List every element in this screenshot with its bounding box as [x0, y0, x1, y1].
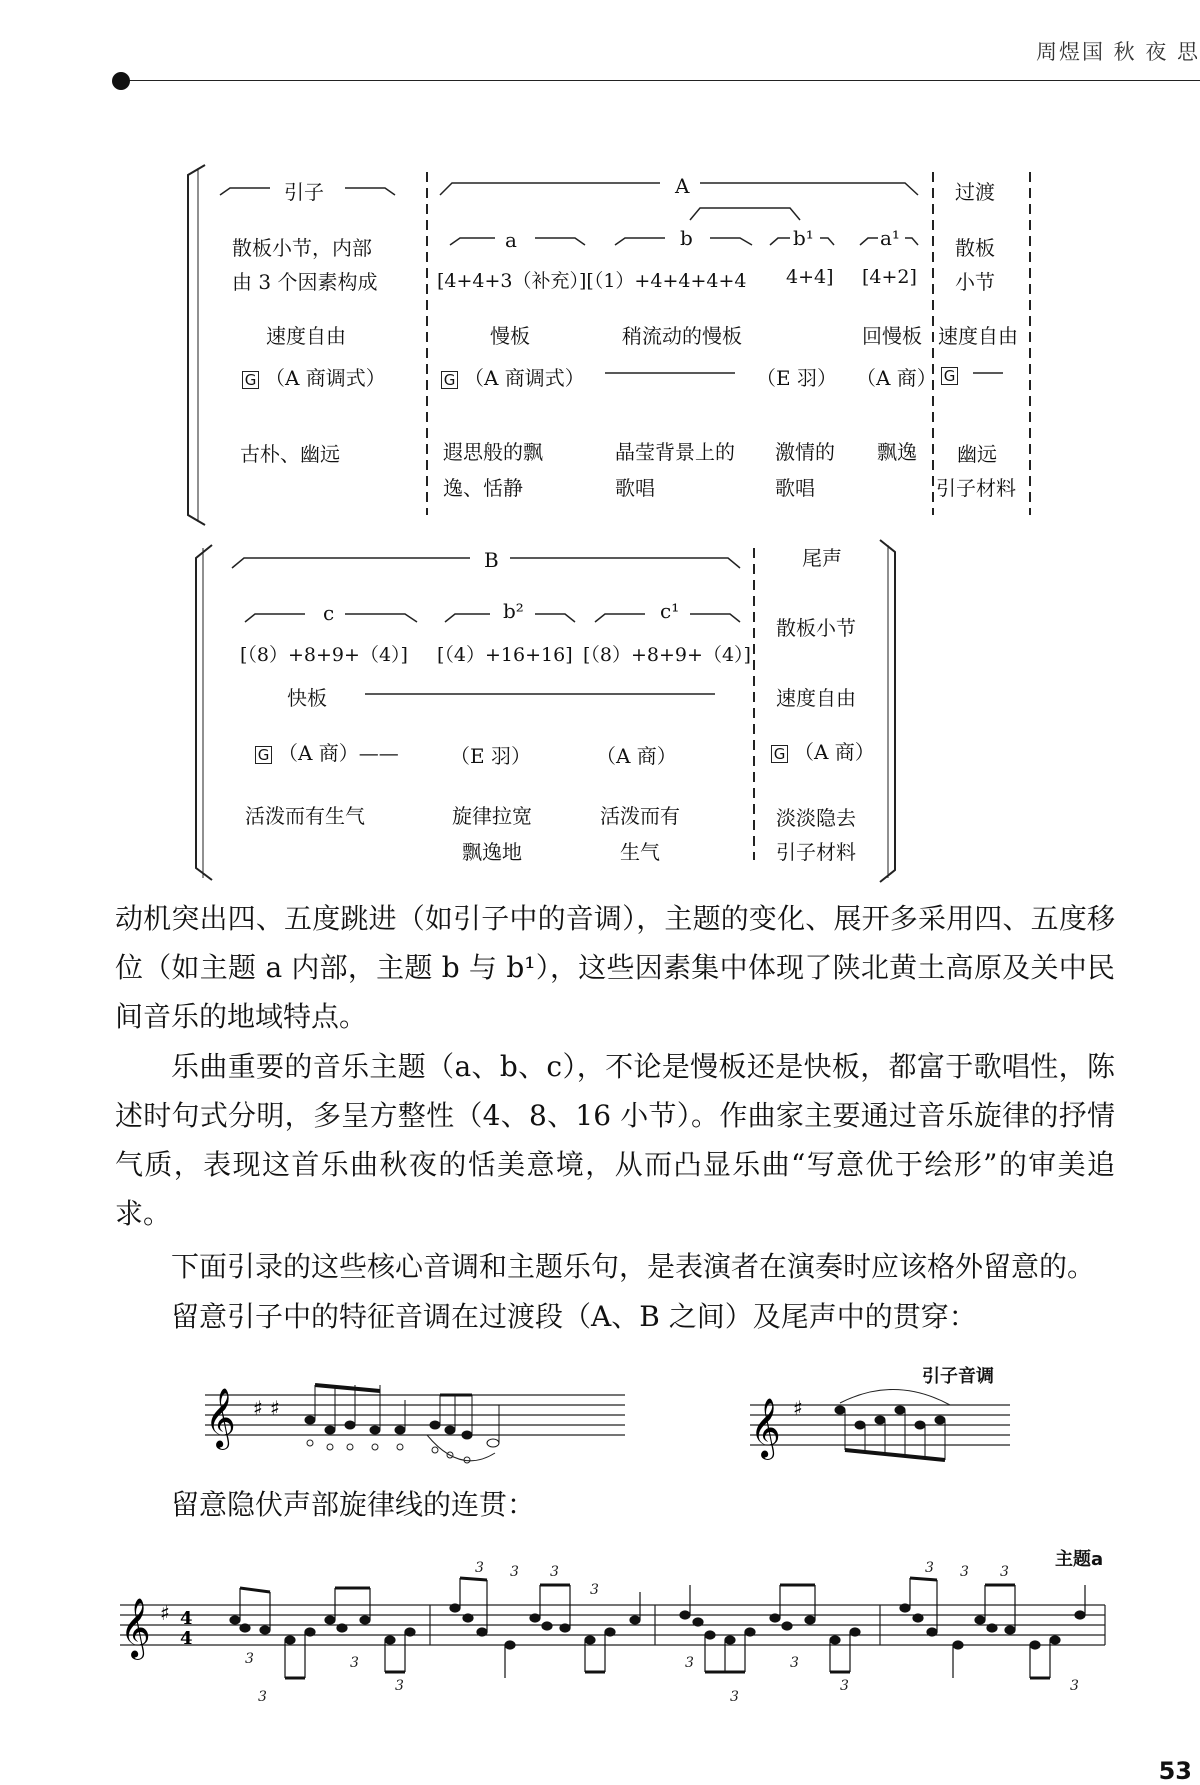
key-g-box: G — [441, 371, 458, 389]
intro-desc-1: 散板小节，内部 — [232, 236, 372, 260]
coda-mood-1: 淡淡隐去 — [776, 806, 856, 830]
svg-text:♯: ♯ — [160, 1601, 170, 1625]
triplet-mark: 3 — [590, 1582, 599, 1598]
svg-text:♯: ♯ — [253, 1396, 263, 1420]
intro-tempo: 速度自由 — [266, 324, 346, 348]
triplet-mark: 3 — [685, 1655, 694, 1671]
triplet-mark: 3 — [395, 1678, 404, 1694]
trans-tempo: 速度自由 — [938, 324, 1018, 348]
label-theme-a: 主题a — [1055, 1549, 1104, 1570]
triplet-mark: 3 — [960, 1564, 969, 1580]
triplet-mark: 3 — [790, 1655, 799, 1671]
mood-1a: 遐思般的飘 — [443, 440, 543, 464]
b-mood-2a: 旋律拉宽 — [452, 804, 532, 828]
triplet-mark: 3 — [475, 1560, 484, 1576]
label-intro-motif: 引子音调 — [922, 1366, 994, 1387]
mood-2a: 晶莹背景上的 — [615, 440, 735, 464]
coda-label: 尾声 — [802, 546, 842, 570]
running-header: 周煜国 秋 夜 思 — [1035, 40, 1200, 64]
coda-mood-2: 引子材料 — [776, 840, 856, 864]
mood-3b: 歌唱 — [775, 476, 815, 500]
paragraph-1: 动机突出四、五度跳进（如引子中的音调），主题的变化、展开多采用四、五度移位（如主题 a 内部，主题 b 与 b¹），这些因素集中体现了陕北黄土高原及关中民间音乐的地域特点。 — [115, 902, 1115, 1033]
triplet-mark: 3 — [350, 1655, 359, 1671]
theme-a1-label: a¹ — [880, 226, 900, 250]
triplet-mark: 3 — [245, 1651, 254, 1667]
coda-key: G （A 商） — [771, 736, 875, 765]
mood-4: 飘逸 — [877, 440, 917, 464]
svg-text:♯: ♯ — [793, 1396, 803, 1420]
score-example-2 — [110, 1560, 1110, 1720]
tempo-fast: 快板 — [287, 686, 327, 710]
tempo-slow: 慢板 — [490, 324, 530, 348]
trans-mood-1: 幽远 — [957, 442, 997, 466]
svg-text:𝄞: 𝄞 — [750, 1398, 781, 1458]
paragraph-4: 留意引子中的特征音调在过渡段（A、B 之间）及尾声中的贯穿： — [171, 1300, 977, 1333]
intro-label: 引子 — [284, 180, 324, 204]
page-number: 53 — [1158, 1757, 1192, 1785]
b1-bars: 4+4] — [786, 266, 834, 288]
theme-b-label: b — [680, 226, 693, 250]
svg-text:♯: ♯ — [270, 1396, 280, 1420]
triplet-mark: 3 — [925, 1560, 934, 1576]
trans-label: 过渡 — [955, 180, 995, 204]
svg-text:𝄞: 𝄞 — [120, 1598, 151, 1658]
paragraph-5: 留意隐伏声部旋律线的连贯： — [171, 1488, 536, 1521]
tempo-flowing: 稍流动的慢板 — [622, 324, 742, 348]
b-key-A2: （A 商） — [596, 744, 677, 768]
a-bars: [4+4+3（补充）][（1）+4+4+4+4 — [437, 270, 747, 292]
key-E: （E 羽） — [756, 366, 837, 390]
theme-c-label: c — [323, 601, 335, 625]
trans-desc-2: 小节 — [955, 270, 995, 294]
triplet-mark: 3 — [510, 1564, 519, 1580]
b-mood-3a: 活泼而有 — [600, 804, 680, 828]
svg-text:𝄞: 𝄞 — [205, 1388, 236, 1448]
intro-desc-2: 由 3 个因素构成 — [232, 270, 378, 294]
mood-3a: 激情的 — [775, 440, 835, 464]
theme-a-label: a — [505, 228, 517, 252]
tempo-back: 回慢板 — [862, 324, 922, 348]
mood-1b: 逸、恬静 — [443, 476, 523, 500]
mood-2b: 歌唱 — [615, 476, 655, 500]
a1-bars: [4+2] — [862, 266, 917, 288]
section-B-label: B — [484, 548, 499, 572]
b-key-E: （E 羽） — [450, 744, 531, 768]
paragraph-2: 乐曲重要的音乐主题（a、b、c），不论是慢板还是快板，都富于歌唱性，陈述时句式分明，多呈方整性（4、8、16 小节）。作曲家主要通过音乐旋律的抒情气质，表现这首乐曲秋夜的恬美意境，从而凸显乐曲“写意优于绘形”的审美追求。 — [115, 1050, 1115, 1230]
score-example-1 — [195, 1375, 1195, 1475]
svg-text:4: 4 — [180, 1628, 193, 1649]
key-A: G （A 商调式） — [441, 362, 585, 391]
trans-desc-1: 散板 — [955, 236, 995, 260]
c1-bars: [（8）+8+9+（4）] — [583, 644, 751, 666]
c-bars: [（8）+8+9+（4）] — [240, 644, 408, 666]
trans-key — [941, 362, 964, 386]
triplet-mark: 3 — [258, 1689, 267, 1705]
key-g-box: G — [771, 745, 788, 763]
theme-c1-label: c¹ — [660, 599, 680, 623]
b-mood-3b: 生气 — [620, 840, 660, 864]
b-mood-2b: 飘逸地 — [462, 840, 522, 864]
key-g-box: G — [941, 367, 958, 385]
intro-key: G （A 商调式） — [242, 362, 386, 391]
b2-bars: [（4）+16+16] — [437, 644, 573, 666]
triplet-mark: 3 — [550, 1564, 559, 1580]
paragraph-3: 下面引录的这些核心音调和主题乐句，是表演者在演奏时应该格外留意的。 — [171, 1250, 1096, 1283]
b-key-A: G （A 商）—— — [255, 737, 399, 766]
key-A2: （A 商） — [856, 366, 937, 390]
b-mood-1: 活泼而有生气 — [245, 804, 365, 828]
coda-desc: 散板小节 — [776, 616, 856, 640]
section-A-label: A — [675, 174, 690, 198]
svg-text:4: 4 — [180, 1608, 193, 1629]
theme-b2-label: b² — [503, 599, 524, 623]
coda-tempo: 速度自由 — [776, 686, 856, 710]
triplet-mark: 3 — [840, 1678, 849, 1694]
triplet-mark: 3 — [1000, 1564, 1009, 1580]
intro-mood: 古朴、幽远 — [240, 442, 340, 466]
triplet-mark: 3 — [730, 1689, 739, 1705]
trans-mood-2: 引子材料 — [936, 476, 1016, 500]
key-g-box: G — [255, 746, 272, 764]
triplet-mark: 3 — [1070, 1678, 1079, 1694]
theme-b1-label: b¹ — [793, 226, 814, 250]
key-g-box: G — [242, 371, 259, 389]
